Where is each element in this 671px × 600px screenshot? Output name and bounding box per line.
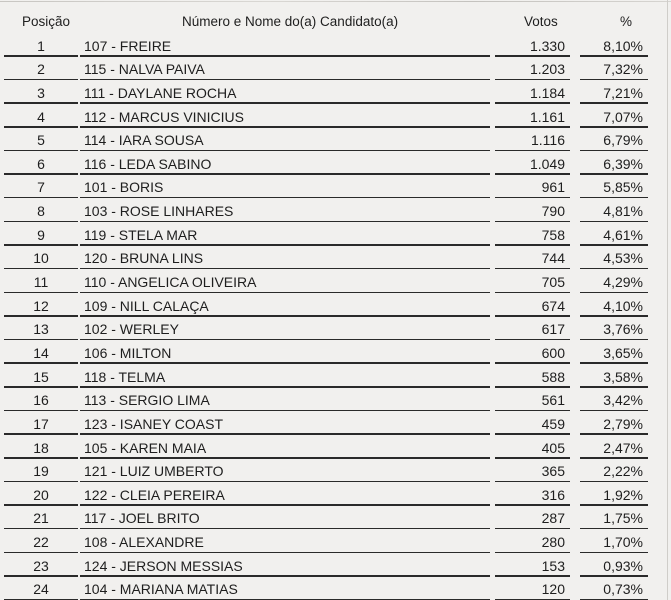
row-candidate: 114 - IARA SOUSA [84, 132, 204, 149]
row-candidate: 118 - TELMA [84, 368, 166, 385]
results-table-body [0, 33, 671, 600]
row-position: 24 [33, 581, 49, 598]
row-percent: 7,21% [603, 84, 643, 101]
table-row [0, 128, 671, 152]
row-position: 17 [33, 415, 49, 432]
table-row [0, 269, 671, 293]
table-row [0, 435, 671, 459]
row-percent: 2,79% [603, 415, 643, 432]
row-percent: 4,81% [603, 203, 643, 220]
row-position: 9 [37, 226, 45, 243]
row-candidate: 102 - WERLEY [84, 321, 179, 338]
table-row [0, 529, 671, 553]
row-percent: 1,70% [603, 534, 643, 551]
table-row [0, 482, 671, 506]
row-position: 12 [33, 297, 49, 314]
row-percent: 3,42% [603, 392, 643, 409]
row-percent: 4,29% [603, 274, 643, 291]
header-position: Posição [22, 14, 71, 29]
row-votes: 1.203 [529, 61, 565, 78]
row-percent: 0,93% [603, 557, 643, 574]
row-candidate: 120 - BRUNA LINS [84, 250, 204, 267]
header-percent: % [619, 14, 632, 29]
table-row [0, 388, 671, 412]
row-votes: 1.161 [529, 108, 565, 125]
row-percent: 8,10% [603, 37, 643, 54]
row-position: 6 [37, 155, 45, 172]
row-candidate: 116 - LEDA SABINO [84, 155, 212, 172]
row-position: 11 [33, 274, 49, 291]
row-position: 23 [33, 557, 49, 574]
row-position: 5 [37, 132, 45, 149]
row-position: 18 [33, 439, 49, 456]
row-position: 10 [33, 250, 49, 267]
table-row [0, 340, 671, 364]
row-candidate: 101 - BORIS [84, 179, 164, 196]
header-votes: Votos [524, 14, 558, 29]
row-percent: 7,32% [603, 61, 643, 78]
row-candidate: 107 - FREIRE [84, 37, 172, 54]
row-candidate: 123 - ISANEY COAST [84, 415, 224, 432]
row-votes: 1.116 [531, 132, 565, 149]
row-position: 2 [37, 61, 45, 78]
row-position: 8 [37, 203, 45, 220]
row-votes: 287 [541, 510, 565, 527]
table-row [0, 317, 671, 341]
row-position: 21 [33, 510, 49, 527]
row-position: 7 [37, 179, 45, 196]
row-candidate: 103 - ROSE LINHARES [84, 203, 234, 220]
table-row [0, 577, 671, 600]
row-candidate: 113 - SERGIO LIMA [84, 392, 210, 409]
row-votes: 153 [541, 557, 565, 574]
row-votes: 561 [541, 392, 565, 409]
row-votes: 705 [541, 274, 565, 291]
row-candidate: 105 - KAREN MAIA [84, 439, 207, 456]
row-candidate: 112 - MARCUS VINICIUS [84, 108, 244, 125]
row-percent: 1,75% [603, 510, 643, 527]
paper-top-edge [0, 1, 671, 2]
row-votes: 459 [541, 415, 565, 432]
row-candidate: 106 - MILTON [84, 344, 172, 361]
table-row [0, 459, 671, 483]
row-votes: 316 [541, 486, 565, 503]
row-position: 15 [33, 368, 49, 385]
row-position: 20 [33, 486, 49, 503]
row-percent: 0,73% [603, 581, 643, 598]
row-position: 4 [37, 108, 45, 125]
row-percent: 6,79% [603, 132, 643, 149]
header-candidate: Número e Nome do(a) Candidato(a) [182, 14, 399, 29]
table-row [0, 104, 671, 128]
table-row [0, 506, 671, 530]
row-votes: 758 [541, 226, 565, 243]
table-row [0, 246, 671, 270]
row-position: 14 [33, 344, 49, 361]
table-row [0, 411, 671, 435]
row-candidate: 109 - NILL CALAÇA [84, 297, 209, 314]
row-position: 13 [33, 321, 49, 338]
row-position: 3 [37, 84, 45, 101]
row-position: 1 [37, 37, 45, 54]
row-votes: 674 [541, 297, 565, 314]
row-position: 22 [33, 534, 49, 551]
row-candidate: 110 - ANGELICA OLIVEIRA [84, 274, 257, 291]
row-votes: 405 [541, 439, 565, 456]
row-percent: 3,76% [603, 321, 643, 338]
row-votes: 365 [541, 463, 565, 480]
table-row [0, 57, 671, 81]
row-candidate: 121 - LUIZ UMBERTO [84, 463, 224, 480]
row-percent: 4,53% [603, 250, 643, 267]
row-votes: 790 [541, 203, 565, 220]
row-candidate: 117 - JOEL BRITO [84, 510, 200, 527]
row-votes: 1.184 [529, 84, 565, 101]
row-percent: 6,39% [603, 155, 643, 172]
row-candidate: 115 - NALVA PAIVA [84, 61, 205, 78]
table-row [0, 198, 671, 222]
row-candidate: 122 - CLEIA PEREIRA [84, 486, 225, 503]
row-votes: 1.330 [529, 37, 565, 54]
row-percent: 3,65% [603, 344, 643, 361]
row-votes: 588 [541, 368, 565, 385]
table-row [0, 364, 671, 388]
row-candidate: 124 - JERSON MESSIAS [84, 557, 243, 574]
row-votes: 744 [541, 250, 565, 267]
row-percent: 1,92% [603, 486, 643, 503]
table-row [0, 175, 671, 199]
row-candidate: 111 - DAYLANE ROCHA [84, 84, 237, 101]
row-position: 16 [33, 392, 49, 409]
row-votes: 280 [541, 534, 565, 551]
row-percent: 3,58% [603, 368, 643, 385]
row-votes: 961 [541, 179, 565, 196]
row-candidate: 108 - ALEXANDRE [84, 534, 204, 551]
row-position: 19 [33, 463, 49, 480]
row-votes: 617 [541, 321, 565, 338]
table-row [0, 33, 671, 57]
row-votes: 600 [541, 344, 565, 361]
table-row [0, 293, 671, 317]
table-row [0, 151, 671, 175]
row-percent: 4,10% [603, 297, 643, 314]
row-votes: 120 [541, 581, 565, 598]
row-candidate: 119 - STELA MAR [84, 226, 198, 243]
row-percent: 5,85% [603, 179, 643, 196]
table-row [0, 553, 671, 577]
table-row [0, 80, 671, 104]
table-row [0, 222, 671, 246]
row-votes: 1.049 [529, 155, 565, 172]
row-percent: 2,47% [603, 439, 643, 456]
row-percent: 4,61% [603, 226, 643, 243]
row-percent: 7,07% [603, 108, 643, 125]
row-percent: 2,22% [603, 463, 643, 480]
row-candidate: 104 - MARIANA MATIAS [84, 581, 238, 598]
